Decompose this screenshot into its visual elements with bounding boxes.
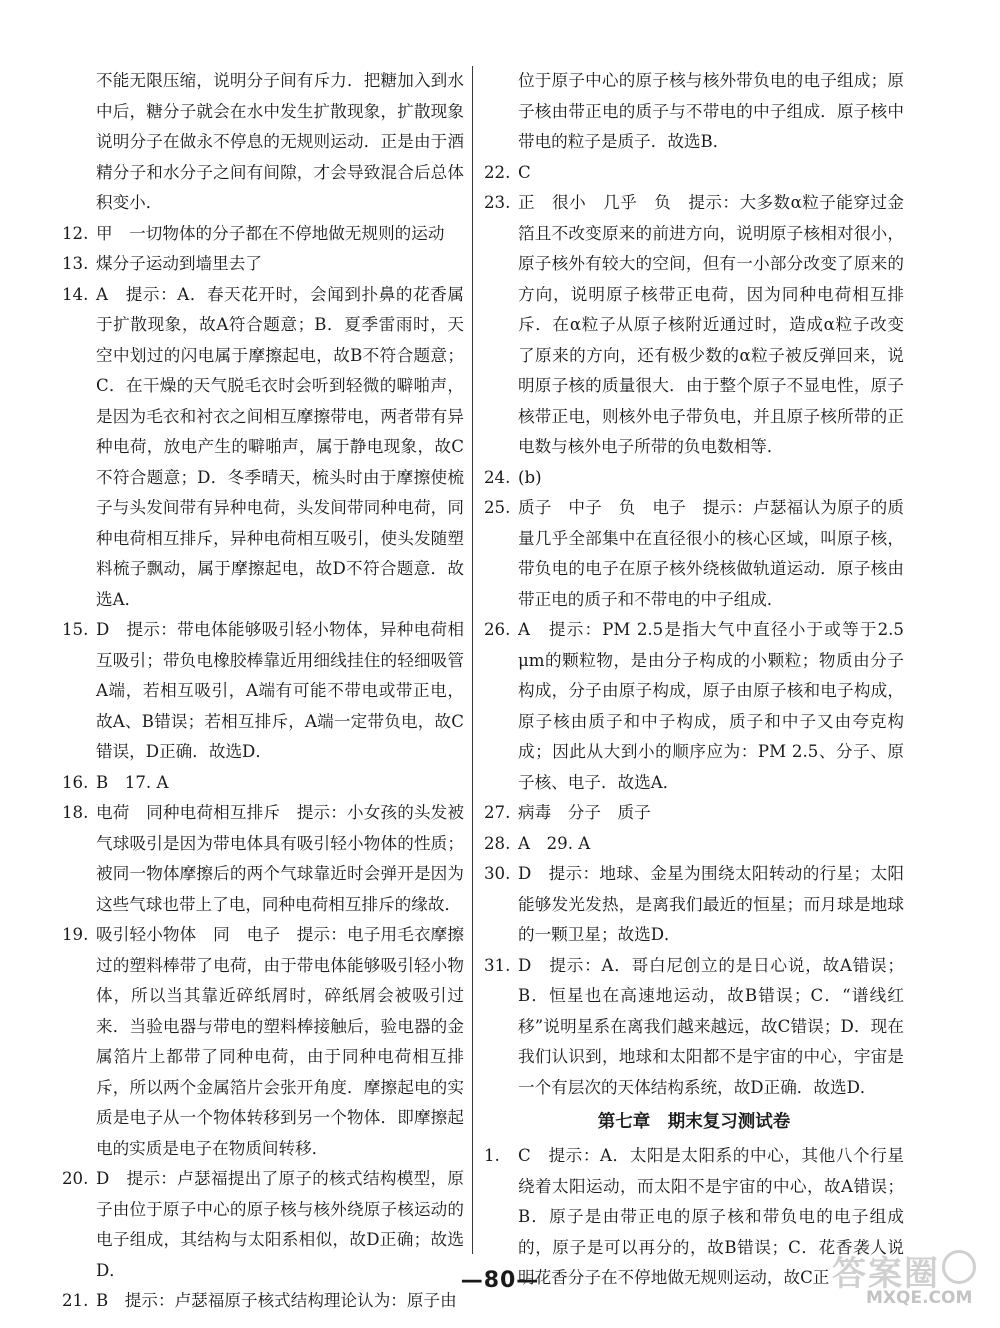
- answer-item: [484, 66, 904, 158]
- answer-text: B 17. A: [96, 772, 169, 792]
- answer-text: C 提示：A．太阳是太阳系的中心，其他八个行星绕着太阳运动，而太阳不是宇宙的中心，故A错误；B．原子是由带正电的原子核和带负电的电子组成的，原子是可以再分的，故B错误；C．花香袭人说明花香分子在不停地做无规则运动，故C正: [518, 1146, 904, 1287]
- answer-item: [484, 615, 904, 798]
- answer-item: [62, 66, 464, 219]
- answer-text: 电荷 同种电荷相互排斥 提示：小女孩的头发被气球吸引是因为带电体具有吸引轻小物体的性质；被同一物体摩擦后的两个气球靠近时会弹开是因为这些气球也带上了电，同种电荷相互排斥的缘故．: [96, 803, 464, 914]
- answer-text: A 29. A: [518, 833, 591, 853]
- answer-item: [62, 615, 464, 768]
- answer-text: A 提示：PM 2.5是指大气中直径小于或等于2.5 μm的颗粒物，是由分子构成的小颗粒；物质由分子构成，分子由原子构成，原子由原子核和电子构成，原子核由质子和中子构成，质子和中子又由夸克构成；因此从大到小的顺序应为：PM 2.5、分子、原子核、电子．故选A．: [518, 620, 904, 792]
- answer-text: 甲 一切物体的分子都在不停地做无规则的运动: [96, 223, 445, 243]
- answer-text: 病毒 分子 质子: [518, 803, 651, 822]
- answer-number: 1.: [484, 1146, 500, 1165]
- answer-number: 21.: [62, 1291, 89, 1310]
- answer-text: 吸引轻小物体 同 电子 提示：电子用毛衣摩擦过的塑料棒带了电荷，由于带电体能够吸引轻小物体，所以当其靠近碎纸屑时，碎纸屑会被吸引过来．当验电器与带电的塑料棒接触后，验电器的金属箔片上都带了同种电荷，由于同种电荷相互排斥，所以两个金属箔片会张开角度．摩擦起电的实质是电子从一个物体转移到另一个物体．即摩擦起电的实质是电子在物质间转移．: [96, 925, 464, 1158]
- answer-text: 煤分子运动到墙里去了: [96, 254, 262, 273]
- answer-number: 13.: [62, 254, 89, 273]
- answer-number: 31.: [484, 955, 511, 975]
- answer-number: 14.: [62, 284, 89, 304]
- answer-item: [62, 219, 464, 250]
- answer-number: 30.: [484, 864, 511, 883]
- answer-number: 27.: [484, 803, 511, 822]
- watermark-icon: [942, 1250, 976, 1284]
- answer-item: [62, 280, 464, 616]
- answer-number: 22.: [484, 162, 511, 182]
- answer-number: 26.: [484, 620, 511, 639]
- answer-text: 正 很小 几乎 负 提示：大多数α粒子能穿过金箔且不改变原来的前进方向，说明原子核相对很小，原子核外有较大的空间，但有一小部分改变了原来的方向，说明原子核带正电荷，因为同种电荷相互排斥．在α粒子从原子核附近通过时，造成α粒子改变了原来的方向，还有极少数的α粒子被反弹回来，说明原子核的质量很大．由于整个原子不显电性，原子核带正电，则核外电子带负电，并且原子核所带的正电数与核外电子所带的负电数相等．: [518, 193, 904, 456]
- watermark-url: MXQE.COM: [866, 1288, 973, 1308]
- answer-text: D 提示：带电体能够吸引轻小物体，异种电荷相互吸引；带负电橡胶棒靠近用细线挂住的轻细吸管A端，若相互吸引，A端有可能不带电或带正电，故A、B错误；若相互排斥，A端一定带负电，故C错误，D正确．故选D．: [96, 620, 464, 761]
- answer-number: 20.: [62, 1169, 89, 1188]
- answer-text: D 提示：地球、金星为围绕太阳转动的行星；太阳能够发光发热，是离我们最近的恒星；而月球是地球的一颗卫星；故选D．: [518, 864, 904, 944]
- answer-number: 12.: [62, 223, 89, 243]
- answer-text: C: [518, 162, 531, 182]
- answer-number: 28.: [484, 833, 511, 853]
- page-number: —80—: [460, 1268, 540, 1293]
- section-title: 第七章 期末复习测试卷: [597, 1112, 791, 1132]
- right-answer-list: [484, 66, 904, 1103]
- answer-text: 不能无限压缩，说明分子间有斥力．把糖加入到水中后，糖分子就会在水中发生扩散现象，扩散现象说明分子在做永不停息的无规则运动．正是由于酒精分子和水分子之间有间隙，才会导致混合后总体积变小．: [96, 71, 464, 212]
- answer-item: [484, 493, 904, 615]
- answer-item: [484, 188, 904, 463]
- left-column: [62, 66, 464, 1317]
- answer-item: [484, 158, 904, 189]
- answer-number: 25.: [484, 498, 511, 517]
- answer-number: 18.: [62, 803, 89, 822]
- answer-text: 位于原子中心的原子核与核外带负电的电子组成；原子核由带正电的质子与不带电的中子组成．原子核中带电的粒子是质子．故选B．: [518, 71, 904, 151]
- answer-text: D 提示：A．哥白尼创立的是日心说，故A错误；B．恒星也在高速地运动，故B错误；C．“谱线红移”说明星系在离我们越来越远，故C错误；D．现在我们认识到，地球和太阳都不是宇宙的中心，宇宙是一个有层次的天体结构系统，故D正确．故选D．: [518, 955, 904, 1097]
- watermark-logo: [832, 1246, 982, 1310]
- answer-item: [62, 798, 464, 920]
- watermark-text: 答案圈: [832, 1254, 940, 1294]
- answer-item: [62, 249, 464, 280]
- answer-text: (b): [518, 467, 542, 487]
- answer-item: [484, 859, 904, 951]
- answer-item: [484, 951, 904, 1104]
- answer-item: [62, 920, 464, 1164]
- answer-text: D 提示：卢瑟福提出了原子的核式结构模型，原子由位于原子中心的原子核与核外绕原子核运动的电子组成，其结构与太阳系相似，故D正确；故选D．: [96, 1169, 464, 1280]
- answer-number: 24.: [484, 467, 511, 487]
- answer-item: [484, 463, 904, 494]
- answer-text: 质子 中子 负 电子 提示：卢瑟福认为原子的质量几乎全部集中在直径很小的核心区域，叫原子核，带负电的电子在原子核外绕核做轨道运动．原子核由带正电的质子和不带电的中子组成．: [518, 498, 904, 609]
- column-divider: [472, 66, 473, 1254]
- answer-item: [484, 829, 904, 860]
- answer-item: [484, 798, 904, 829]
- answer-number: 16.: [62, 772, 89, 792]
- answer-text: B 提示：卢瑟福原子核式结构理论认为：原子由: [96, 1291, 457, 1310]
- right-column: [484, 66, 904, 1294]
- answer-text: A 提示：A．春天花开时，会闻到扑鼻的花香属于扩散现象，故A符合题意；B．夏季雷雨时，天空中划过的闪电属于摩擦起电，故B不符合题意；C．在干燥的天气脱毛衣时会听到轻微的噼啪声，是因为毛衣和衬衣之间相互摩擦带电，两者带有异种电荷，放电产生的噼啪声，属于静电现象，故C不符合题意；D．冬季晴天，梳头时由于摩擦使梳子与头发间带有异种电荷，头发间带同种电荷，同种电荷相互排斥，异种电荷相互吸引，使头发随塑料梳子飘动，属于摩擦起电，故D不符合题意．故选A．: [96, 284, 464, 609]
- answer-number: 19.: [62, 925, 89, 944]
- answer-item: [62, 768, 464, 799]
- answer-number: 23.: [484, 193, 511, 212]
- answer-number: 15.: [62, 620, 89, 639]
